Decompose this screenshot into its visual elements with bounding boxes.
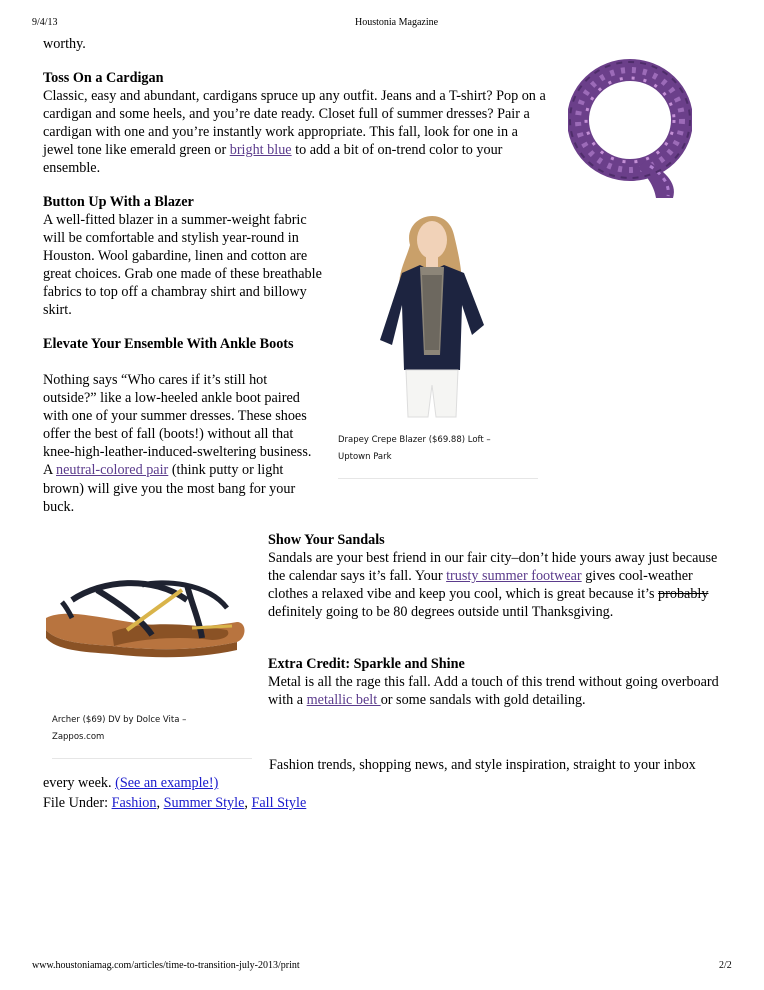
blazer-heading: Button Up With a Blazer bbox=[43, 194, 194, 210]
see-example-link[interactable]: (See an example!) bbox=[115, 775, 219, 792]
blazer-caption: Drapey Crepe Blazer ($69.88) Loft – Uptown Park bbox=[338, 435, 491, 462]
footer-page-number: 2/2 bbox=[719, 960, 732, 971]
header-site-title: Houstonia Magazine bbox=[355, 17, 439, 28]
bright-blue-link[interactable]: bright blue bbox=[229, 142, 292, 159]
cardigan-text-start: Classic, easy and abundant, cardigans spruce up any outfit. Jeans and a T-shirt? Pop on a cardigan and some heels, and you’re date ready. Closet full of summer dresses? Pair a cardigan with one and you’re instantly work appropriate. This fall, look for one in a jewel tone like emerald green or bbox=[43, 88, 546, 159]
newsletter-paragraph bbox=[43, 756, 713, 792]
scarf-image bbox=[568, 50, 692, 200]
blazer-caption-divider bbox=[338, 478, 538, 479]
tag-summer-style-link[interactable]: Summer Style bbox=[163, 795, 245, 811]
boots-text-start: Nothing says “Who cares if it’s still hot outside?” like a low-heeled ankle boot paired with one of your summer dresses. These shoes offer the best of fall (boots!) without all that knee-high-leather-induced-sweltering business. A bbox=[43, 372, 312, 479]
sandals-text-start: Sandals are your best friend in our fair city–don’t hide yours away just because the calendar says it’s fall. Your bbox=[268, 550, 718, 585]
blazer-paragraph: A well-fitted blazer in a summer-weight fabric will be comfortable and stylish year-round in Houston. Wool gabardine, linen and cotton are great choices. Grab one made of these breathable fabrics to top off a chambray shirt and billowy skirt. bbox=[43, 212, 322, 319]
boots-paragraph bbox=[43, 371, 323, 516]
sandals-paragraph bbox=[268, 549, 728, 621]
metallic-belt-link[interactable]: metallic belt bbox=[306, 692, 381, 709]
neutral-colored-pair-link[interactable]: neutral-colored pair bbox=[56, 462, 169, 479]
file-under bbox=[43, 794, 306, 812]
header-date: 9/4/13 bbox=[32, 17, 58, 28]
sandal-image bbox=[42, 560, 247, 675]
blazer-model-image bbox=[372, 205, 492, 420]
cardigan-paragraph bbox=[43, 87, 552, 177]
trusty-summer-footwear-link[interactable]: trusty summer footwear bbox=[446, 568, 582, 585]
strikethrough-probably: probably bbox=[658, 586, 709, 603]
newsletter-text: Fashion trends, shopping news, and style inspiration, straight to your inbox every week. bbox=[43, 757, 696, 792]
tag-separator: , bbox=[244, 795, 252, 811]
sparkle-paragraph bbox=[268, 673, 728, 709]
sparkle-text-end: or some sandals with gold detailing. bbox=[380, 692, 586, 709]
file-under-label: File Under: bbox=[43, 795, 112, 811]
intro-fragment: worthy. bbox=[43, 36, 86, 52]
sparkle-text-start: Metal is all the rage this fall. Add a touch of this trend without going overboard with a bbox=[268, 674, 719, 709]
tag-fashion-link[interactable]: Fashion bbox=[111, 795, 157, 811]
tag-separator: , bbox=[156, 795, 164, 811]
cardigan-text-end: to add a bit of on-trend color to your ensemble. bbox=[43, 142, 503, 177]
footer-url: www.houstoniamag.com/articles/time-to-transition-july-2013/print bbox=[32, 960, 300, 971]
sandals-text-end: definitely going to be 80 degrees outside until Thanksgiving. bbox=[268, 604, 614, 621]
cardigan-heading: Toss On a Cardigan bbox=[43, 70, 164, 86]
sandal-caption: Archer ($69) DV by Dolce Vita – Zappos.com bbox=[52, 715, 187, 742]
boots-heading: Elevate Your Ensemble With Ankle Boots bbox=[43, 336, 294, 352]
sandals-text-middle: gives cool-weather clothes a relaxed vibe and keep you cool, which is great because it’s bbox=[268, 568, 693, 603]
sandals-heading: Show Your Sandals bbox=[268, 532, 385, 548]
tag-fall-style-link[interactable]: Fall Style bbox=[251, 795, 307, 811]
boots-text-end: (think putty or light brown) will give you the most bang for your buck. bbox=[43, 462, 296, 515]
sparkle-heading: Extra Credit: Sparkle and Shine bbox=[268, 656, 465, 672]
